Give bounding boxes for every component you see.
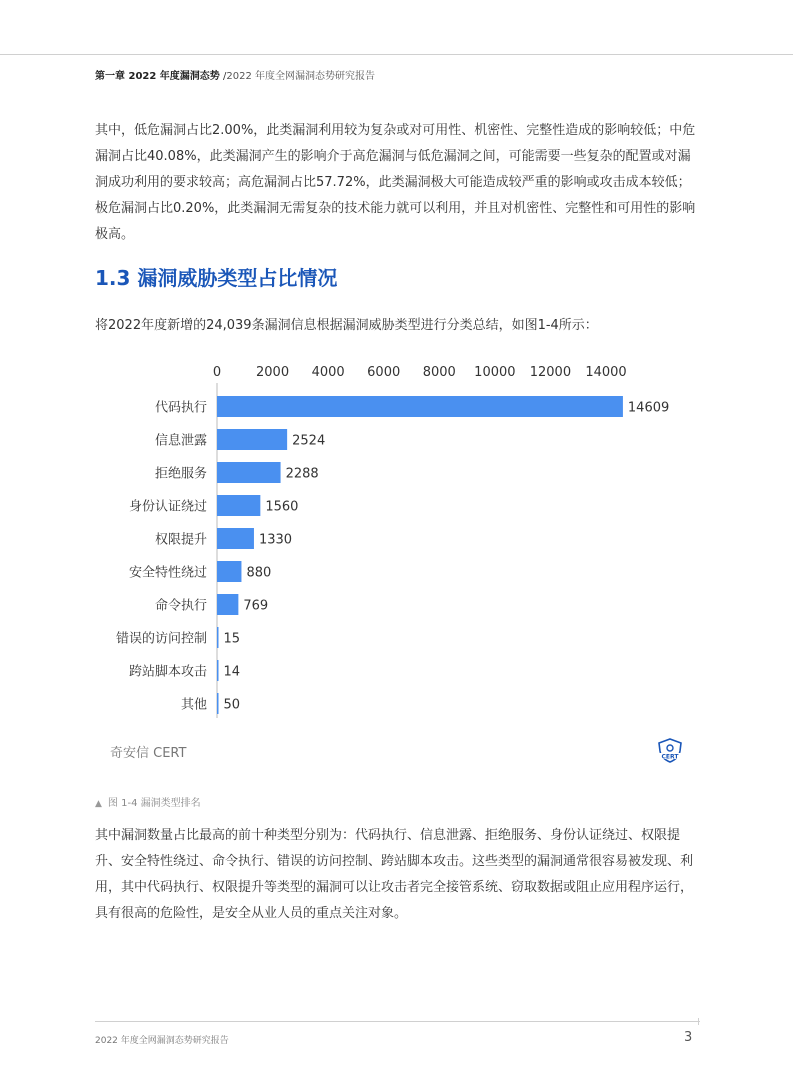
x-tick-label: 14000	[585, 365, 627, 380]
figure-caption-text: 图 1-4 漏洞类型排名	[107, 798, 201, 809]
bar	[217, 660, 219, 681]
bar	[217, 561, 241, 582]
page-number: 3	[684, 1030, 693, 1045]
paragraph-chart-intro: 将2022年度新增的24,039条漏洞信息根据漏洞威胁类型进行分类总结，如图1-4所示：	[95, 318, 598, 333]
bar-chart	[0, 355, 793, 735]
triangle-up-icon: ▲	[95, 799, 102, 809]
x-tick-label: 12000	[529, 365, 572, 380]
data-label: 880	[246, 565, 272, 581]
x-tick-label: 10000	[474, 365, 516, 380]
header-separator: /	[222, 71, 227, 82]
data-label: 1560	[265, 499, 299, 515]
data-label: 1330	[258, 532, 293, 548]
chart-source: 奇安信 CERT	[110, 746, 187, 761]
category-label: 身份认证绕过	[128, 499, 207, 515]
category-label: 拒绝服务	[154, 466, 207, 482]
paragraph-summary: 其中漏洞数量占比最高的前十种类型分别为：代码执行、信息泄露、拒绝服务、身份认证绕过、权限提升、安全特性绕过、命令执行、错误的访问控制、跨站脚本攻击。这些类型的漏洞通常很容易被发现、利用，其中代码执行、权限提升等类型的漏洞可以让攻击者完全接管系统、窃取数据或阻止应用程序运行，具有很高的危险性，是安全从业人员的重点关注对象。	[95, 828, 694, 921]
category-label: 跨站脚本攻击	[128, 664, 207, 680]
x-tick-label: 0	[212, 365, 222, 380]
bar	[217, 495, 260, 516]
bar	[217, 528, 254, 549]
category-label: 信息泄露	[154, 433, 207, 449]
bar	[217, 462, 281, 483]
figure-caption	[95, 794, 201, 809]
header-chapter: 第一章 2022 年度漏洞态势	[95, 71, 220, 82]
data-label: 14	[223, 664, 241, 680]
bar	[217, 627, 219, 648]
category-label: 命令执行	[154, 598, 207, 614]
data-label: 15	[223, 631, 241, 647]
category-label: 其他	[180, 697, 207, 713]
running-header	[95, 67, 375, 82]
x-tick-label: 6000	[367, 365, 401, 380]
header-report-title: 2022 年度全网漏洞态势研究报告	[226, 71, 375, 82]
category-label: 错误的访问控制	[115, 631, 207, 647]
paragraph-severity: 其中，低危漏洞占比2.00%，此类漏洞利用较为复杂或对可用性、机密性、完整性造成的影响较低；中危漏洞占比40.08%，此类漏洞产生的影响介于高危漏洞与低危漏洞之间，可能需要一些复杂的配置或对漏洞成功利用的要求较高；高危漏洞占比57.72%，此类漏洞极大可能造成较严重的影响或攻击成本较低；极危漏洞占比0.20%，此类漏洞无需复杂的技术能力就可以利用，并且对机密性、完整性和可用性的影响极高。	[95, 123, 696, 242]
header-rule	[0, 54, 793, 55]
x-tick-label: 8000	[422, 365, 456, 380]
footer-report-title: 2022 年度全网漏洞态势研究报告	[95, 1036, 229, 1046]
data-label: 50	[223, 697, 241, 713]
section-title: 1.3 漏洞威胁类型占比情况	[95, 266, 338, 290]
data-label: 14609	[627, 400, 670, 416]
bar	[217, 429, 287, 450]
data-label: 769	[243, 598, 269, 614]
data-label: 2288	[285, 466, 319, 482]
category-label: 安全特性绕过	[128, 565, 207, 581]
category-label: 权限提升	[154, 532, 207, 548]
data-label: 2524	[292, 433, 326, 449]
bar	[217, 693, 219, 714]
footer-rule-end	[698, 1018, 699, 1025]
category-label: 代码执行	[154, 400, 207, 416]
bar	[217, 396, 623, 417]
x-tick-label: 4000	[311, 365, 345, 380]
cert-shield-icon	[655, 738, 685, 764]
bar	[217, 594, 238, 615]
cert-logo-text: CERT	[661, 753, 679, 761]
footer-rule	[95, 1021, 700, 1022]
x-tick-label: 2000	[256, 365, 290, 380]
